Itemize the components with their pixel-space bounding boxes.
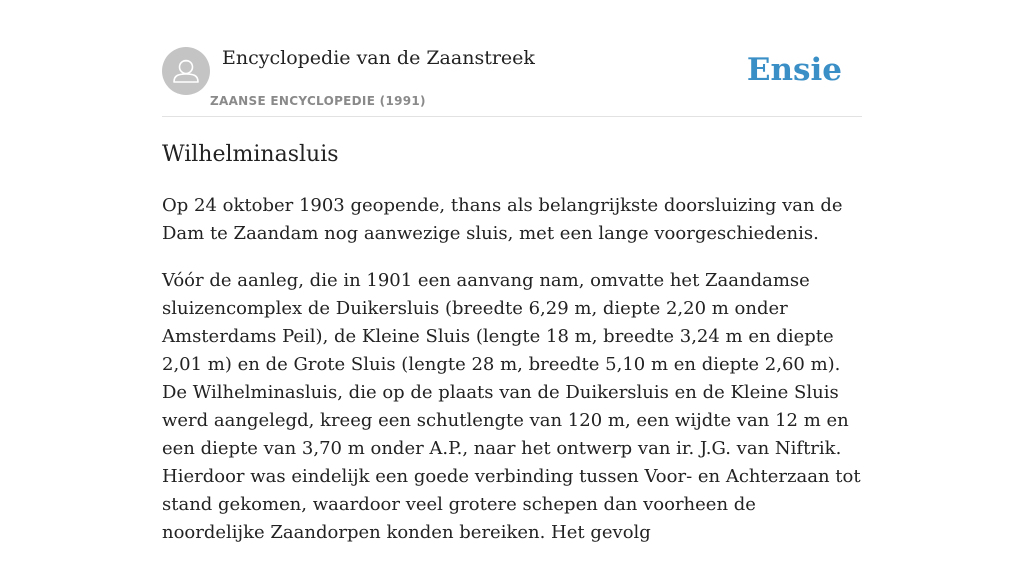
source-subtitle[interactable]: ZAANSE ENCYCLOPEDIE (1991) bbox=[210, 94, 426, 108]
ensie-logo[interactable]: Ensie bbox=[746, 52, 842, 88]
article-title: Wilhelminasluis bbox=[162, 142, 339, 167]
content-column bbox=[162, 0, 862, 543]
source-header bbox=[162, 0, 862, 117]
user-icon bbox=[162, 47, 210, 95]
article-paragraph-2: Vóór de aanleg, die in 1901 een aanvang nam, omvatte het Zaandamse sluizencomplex de Duikersluis (breedte 6,29 m, diepte 2,20 m onder Amsterdams Peil), de Kleine Sluis (lengte 18 m, breedte 3,24 m en diepte 2,01 m) en de Grote Sluis (lengte 28 m, breedte 5,10 m en diepte 2,60 m). De Wilhelminasluis, die op de plaats van de Duikersluis en de Kleine Sluis werd aangelegd, kreeg een schutlengte van 120 m, een wijdte van 12 m en een diepte van 3,70 m onder A.P., naar het ontwerp van ir. J.G. van Niftrik. Hierdoor was eindelijk een goede verbinding tussen Voor- en Achterzaan tot stand gekomen, waardoor veel grotere schepen dan voorheen de noordelijke Zaandorpen konden bereiken. Het gevolg bbox=[162, 270, 861, 543]
source-title[interactable]: Encyclopedie van de Zaanstreek bbox=[222, 47, 535, 69]
article-paragraph-1: Op 24 oktober 1903 geopende, thans als belangrijkste doorsluizing van de Dam te Zaandam nog aanwezige sluis, met een lange voorgeschiedenis. bbox=[162, 195, 843, 244]
article-body bbox=[162, 192, 862, 566]
avatar[interactable] bbox=[162, 47, 210, 95]
